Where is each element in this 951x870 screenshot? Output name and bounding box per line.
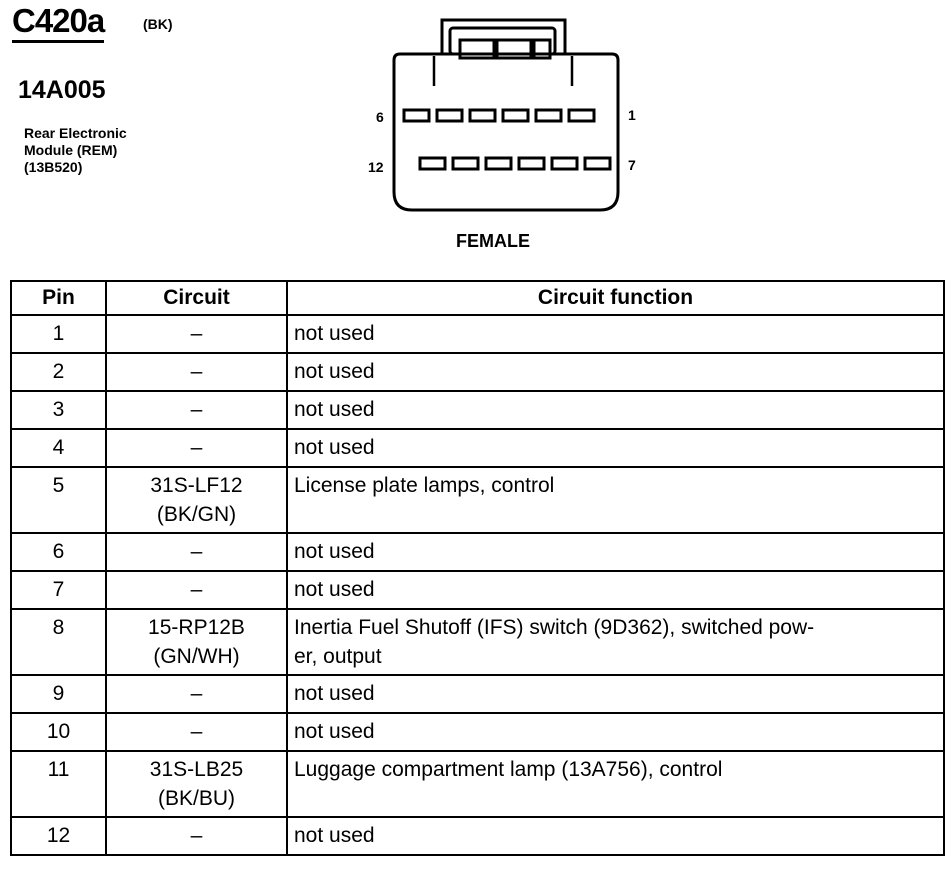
pin-number: 9	[11, 675, 106, 713]
pin-number: 8	[11, 609, 106, 675]
pin-number: 12	[11, 817, 106, 855]
pin-label-1: 1	[628, 107, 636, 123]
header-circuit-function: Circuit function	[287, 281, 944, 315]
pin-number: 6	[11, 533, 106, 571]
table-row	[11, 817, 944, 855]
circuit-function: not used	[287, 713, 944, 751]
table-row	[11, 675, 944, 713]
circuit-id	[106, 467, 287, 533]
pin-number: 1	[11, 315, 106, 353]
pin-number: 5	[11, 467, 106, 533]
locking-tab	[442, 20, 565, 58]
wire-color: (BK/GN)	[156, 503, 237, 526]
pin-number: 3	[11, 391, 106, 429]
description-line: Module (REM)	[24, 142, 118, 158]
table-row	[11, 571, 944, 609]
table-row	[11, 315, 944, 353]
circuit-function: not used	[287, 571, 944, 609]
part-number: 14A005	[18, 76, 106, 104]
circuit-id: –	[106, 571, 287, 609]
circuit-id: –	[106, 315, 287, 353]
pin-label-7: 7	[628, 157, 636, 173]
circuit-id: –	[106, 817, 287, 855]
circuit-function	[287, 609, 944, 675]
circuit-id: –	[106, 675, 287, 713]
pin-number: 11	[11, 751, 106, 817]
function-line: Inertia Fuel Shutoff (IFS) switch (9D362), switched pow-	[294, 616, 815, 639]
circuit-function: not used	[287, 817, 944, 855]
circuit-id: –	[106, 713, 287, 751]
circuit-function: not used	[287, 429, 944, 467]
pin-table	[10, 280, 945, 856]
table-row	[11, 609, 944, 675]
circuit-id	[106, 751, 287, 817]
wire-color: (GN/WH)	[153, 645, 240, 668]
table-row	[11, 533, 944, 571]
pin-number: 7	[11, 571, 106, 609]
table-row	[11, 391, 944, 429]
cavity-row-bottom	[420, 158, 610, 169]
table-row	[11, 751, 944, 817]
circuit-number: 15-RP12B	[148, 616, 245, 639]
table-row	[11, 429, 944, 467]
circuit-id: –	[106, 429, 287, 467]
pin-label-6: 6	[376, 109, 384, 125]
connector-description	[24, 125, 127, 176]
connector-face-diagram	[360, 14, 650, 219]
circuit-id: –	[106, 353, 287, 391]
table-header-row	[11, 281, 944, 315]
circuit-id: –	[106, 533, 287, 571]
connector-code: C420a	[12, 2, 104, 43]
table-row	[11, 713, 944, 751]
pin-number: 10	[11, 713, 106, 751]
header-pin: Pin	[11, 281, 106, 315]
connector-body	[394, 54, 618, 210]
header-circuit: Circuit	[106, 281, 287, 315]
circuit-function: not used	[287, 533, 944, 571]
connector-color: (BK)	[143, 16, 173, 32]
pin-number: 2	[11, 353, 106, 391]
connector-view-label: FEMALE	[456, 231, 530, 251]
circuit-function: not used	[287, 391, 944, 429]
circuit-id	[106, 609, 287, 675]
circuit-function: Luggage compartment lamp (13A756), control	[287, 751, 944, 817]
circuit-number: 31S-LF12	[150, 474, 243, 497]
pin-label-12: 12	[368, 159, 384, 175]
circuit-function: not used	[287, 315, 944, 353]
pin-number: 4	[11, 429, 106, 467]
circuit-function: not used	[287, 353, 944, 391]
cavity-row-top	[404, 110, 594, 121]
circuit-number: 31S-LB25	[149, 758, 244, 781]
table-row	[11, 467, 944, 533]
wire-color: (BK/BU)	[157, 787, 235, 810]
table-row	[11, 353, 944, 391]
circuit-function: License plate lamps, control	[287, 467, 944, 533]
circuit-function: not used	[287, 675, 944, 713]
function-line: er, output	[294, 645, 382, 668]
circuit-id: –	[106, 391, 287, 429]
description-line: (13B520)	[24, 159, 83, 175]
description-line: Rear Electronic	[24, 125, 127, 141]
